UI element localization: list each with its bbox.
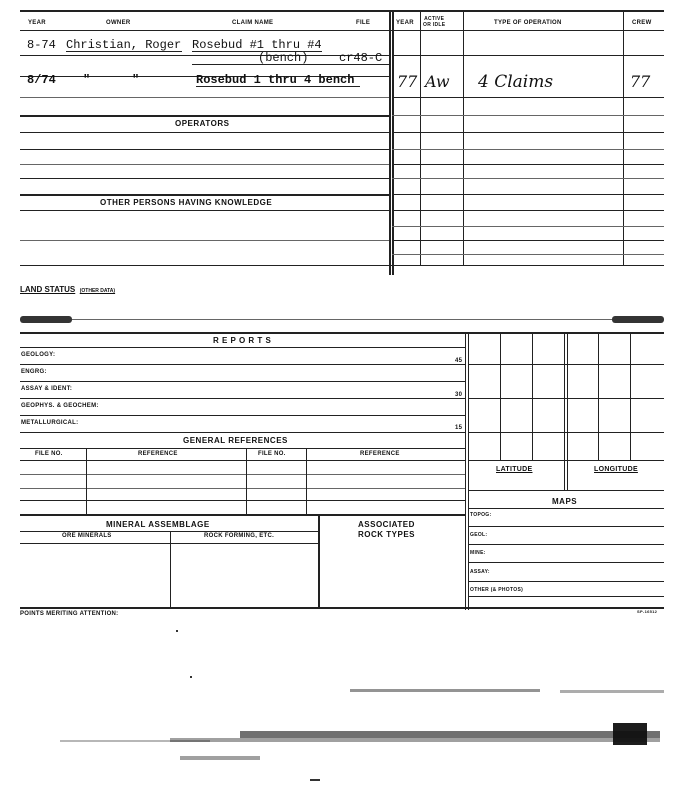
operators-heading: OPERATORS — [175, 119, 230, 128]
geophys-label: GEOPHYS. & GEOCHEM: — [21, 403, 99, 409]
scan-noise — [180, 756, 260, 760]
entry1-year: 8-74 — [27, 38, 56, 52]
activity-type: 4 Claims — [478, 72, 554, 92]
owner-header: OWNER — [106, 20, 131, 26]
scan-noise — [560, 690, 664, 693]
entry2-owner-ditto2: " — [132, 73, 140, 87]
latitude-label: LATITUDE — [496, 466, 533, 473]
activity-crew: 77 — [630, 72, 651, 91]
entry2-year: 8/74 — [27, 73, 56, 87]
mine-map-label: MINE: — [470, 550, 486, 556]
reports-heading: R E P O R T S — [213, 336, 272, 345]
entry2-owner-ditto1: " — [83, 73, 91, 87]
points-meriting-attention: POINTS MERITING ATTENTION: — [20, 611, 119, 617]
active-idle-header: ACTIVE OR IDLE — [423, 16, 446, 28]
redaction-mark-right — [612, 316, 664, 323]
scan-noise — [176, 630, 178, 632]
scan-noise — [190, 676, 192, 678]
scan-noise — [310, 779, 320, 781]
crew-header: CREW — [632, 20, 652, 26]
assay-number: 30 — [455, 392, 463, 398]
topog-label: TOPOG: — [470, 512, 492, 518]
claim-name-header: CLAIM NAME — [232, 20, 274, 26]
activity-active: Aw — [425, 72, 450, 91]
longitude-label: LONGITUDE — [594, 466, 638, 473]
assay-ident-label: ASSAY & IDENT: — [21, 386, 73, 392]
rock-types-heading: ROCK TYPES — [358, 530, 416, 539]
year2-header: YEAR — [396, 20, 414, 26]
associated-heading: ASSOCIATED — [358, 520, 415, 529]
geology-number: 45 — [455, 358, 463, 364]
file-header: FILE — [356, 20, 371, 26]
redaction-mark-left — [20, 316, 72, 323]
entry1-owner: Christian, Roger — [66, 38, 182, 52]
year-header: YEAR — [28, 20, 46, 26]
maps-heading: MAPS — [552, 497, 578, 506]
file-no-col1: FILE NO. — [35, 451, 63, 457]
scan-noise — [240, 731, 660, 738]
entry1-file: cr48-C — [339, 51, 383, 65]
land-status-heading: LAND STATUS (OTHER DATA) — [20, 285, 116, 294]
form-number: SP-16512 — [637, 609, 658, 614]
scan-noise — [60, 740, 210, 742]
file-no-col2: FILE NO. — [258, 451, 286, 457]
entry1-claim-bench: (bench) — [258, 51, 309, 65]
other-persons-heading: OTHER PERSONS HAVING KNOWLEDGE — [100, 198, 273, 207]
engrg-label: ENGRG: — [21, 369, 47, 375]
entry1-claim: Rosebud #1 thru #4 — [192, 38, 322, 52]
reference-col1: REFERENCE — [138, 451, 178, 457]
general-references-heading: GENERAL REFERENCES — [183, 436, 288, 445]
reference-col2: REFERENCE — [360, 451, 400, 457]
ore-minerals-label: ORE MINERALS — [62, 533, 112, 539]
scan-noise — [350, 689, 540, 692]
scan-noise — [170, 738, 660, 742]
other-photos-label: OTHER (& PHOTOS) — [470, 587, 524, 593]
assay-map-label: ASSAY: — [470, 569, 490, 575]
activity-year: 77 — [397, 72, 418, 91]
geol-map-label: GEOL: — [470, 532, 488, 538]
rock-forming-label: ROCK FORMING, ETC. — [204, 533, 275, 539]
mineral-assemblage-heading: MINERAL ASSEMBLAGE — [106, 520, 210, 529]
metallurgical-label: METALLURGICAL: — [21, 420, 79, 426]
entry2-claim: Rosebud 1 thru 4 bench — [196, 73, 355, 87]
metallurgical-number: 15 — [455, 425, 463, 431]
geology-label: GEOLOGY: — [21, 352, 56, 358]
type-operation-header: TYPE OF OPERATION — [494, 20, 562, 26]
